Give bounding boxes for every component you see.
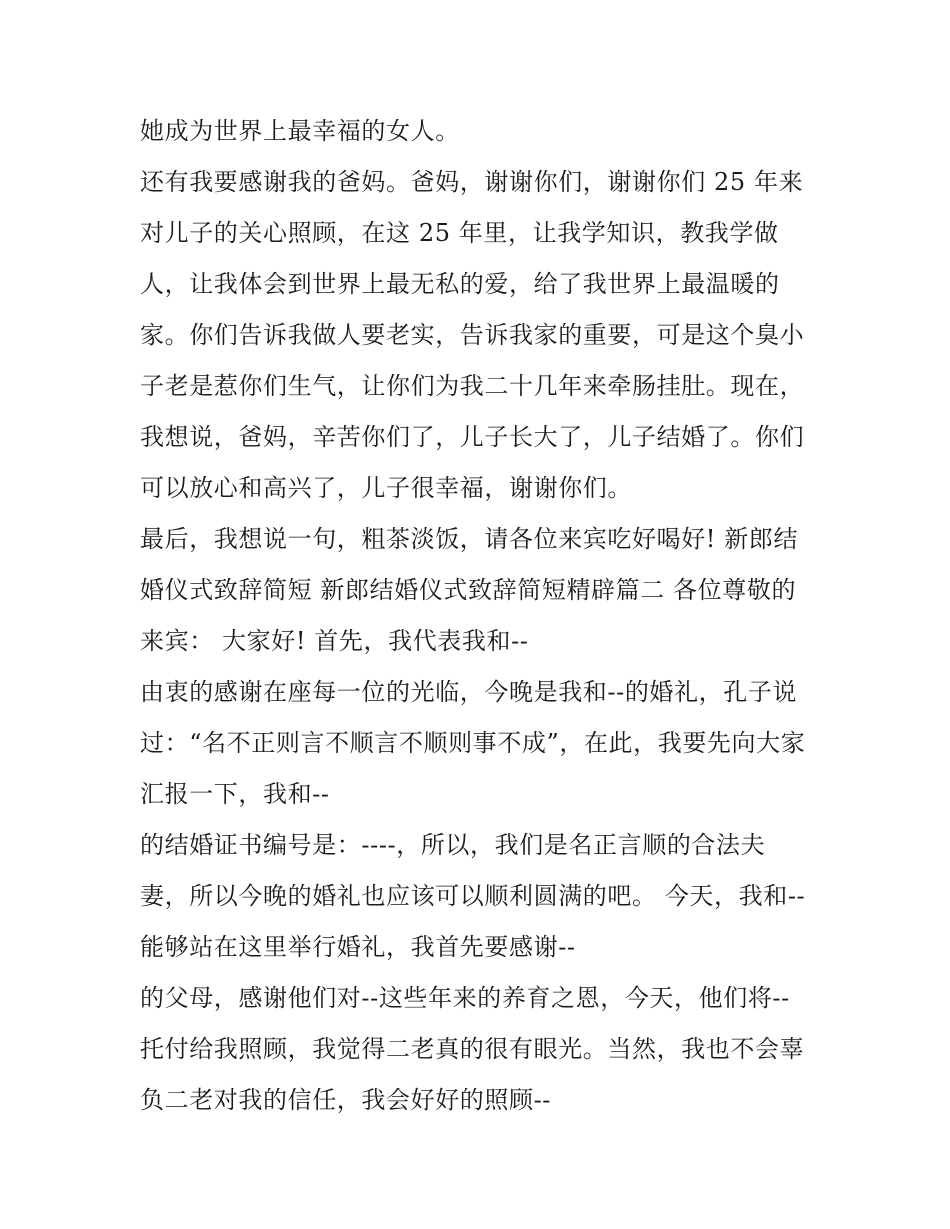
text-line: 我想说，爸妈，辛苦你们了，儿子长大了，儿子结婚了。你们 — [140, 423, 805, 451]
text-line: 最后，我想说一句，粗茶淡饭，请各位来宾吃好喝好! 新郎结 — [140, 525, 799, 553]
text-line: 能够站在这里举行婚礼，我首先要感谢-- — [140, 933, 576, 961]
text-line: 人，让我体会到世界上最无私的爱，给了我世界上最温暖的 — [140, 270, 780, 298]
text-line: 由衷的感谢在座每一位的光临，今晚是我和--的婚礼，孔子说 — [140, 678, 798, 706]
text-line: 的父母，感谢他们对--这些年来的养育之恩，今天，他们将-- — [140, 984, 790, 1012]
text-line: 的结婚证书编号是：----，所以，我们是名正言顺的合法夫 — [140, 831, 766, 859]
text-line: 还有我要感谢我的爸妈。爸妈，谢谢你们，谢谢你们 25 年来 — [140, 168, 804, 196]
text-line: 婚仪式致辞简短 新郎结婚仪式致辞简短精辟篇二 各位尊敬的 — [140, 576, 797, 604]
text-line: 可以放心和高兴了，儿子很幸福，谢谢你们。 — [140, 474, 632, 502]
text-line: 家。你们告诉我做人要老实，告诉我家的重要，可是这个臭小 — [140, 321, 805, 349]
text-line: 妻，所以今晚的婚礼也应该可以顺利圆满的吧。 今天，我和-- — [140, 882, 806, 910]
text-line: 她成为世界上最幸福的女人。 — [140, 117, 460, 145]
text-line: 对儿子的关心照顾，在这 25 年里，让我学知识，教我学做 — [140, 219, 779, 247]
text-line: 汇报一下，我和-- — [140, 780, 330, 808]
text-line: 过：“名不正则言不顺言不顺则事不成”，在此，我要先向大家 — [140, 729, 806, 757]
text-line: 托付给我照顾，我觉得二老真的很有眼光。当然，我也不会辜 — [140, 1035, 805, 1063]
text-line: 来宾： 大家好! 首先，我代表我和-- — [140, 627, 529, 655]
text-line: 子老是惹你们生气，让你们为我二十几年来牵肠挂肚。现在， — [140, 372, 805, 400]
text-line: 负二老对我的信任，我会好好的照顾-- — [140, 1086, 552, 1114]
body-text — [140, 106, 820, 1126]
